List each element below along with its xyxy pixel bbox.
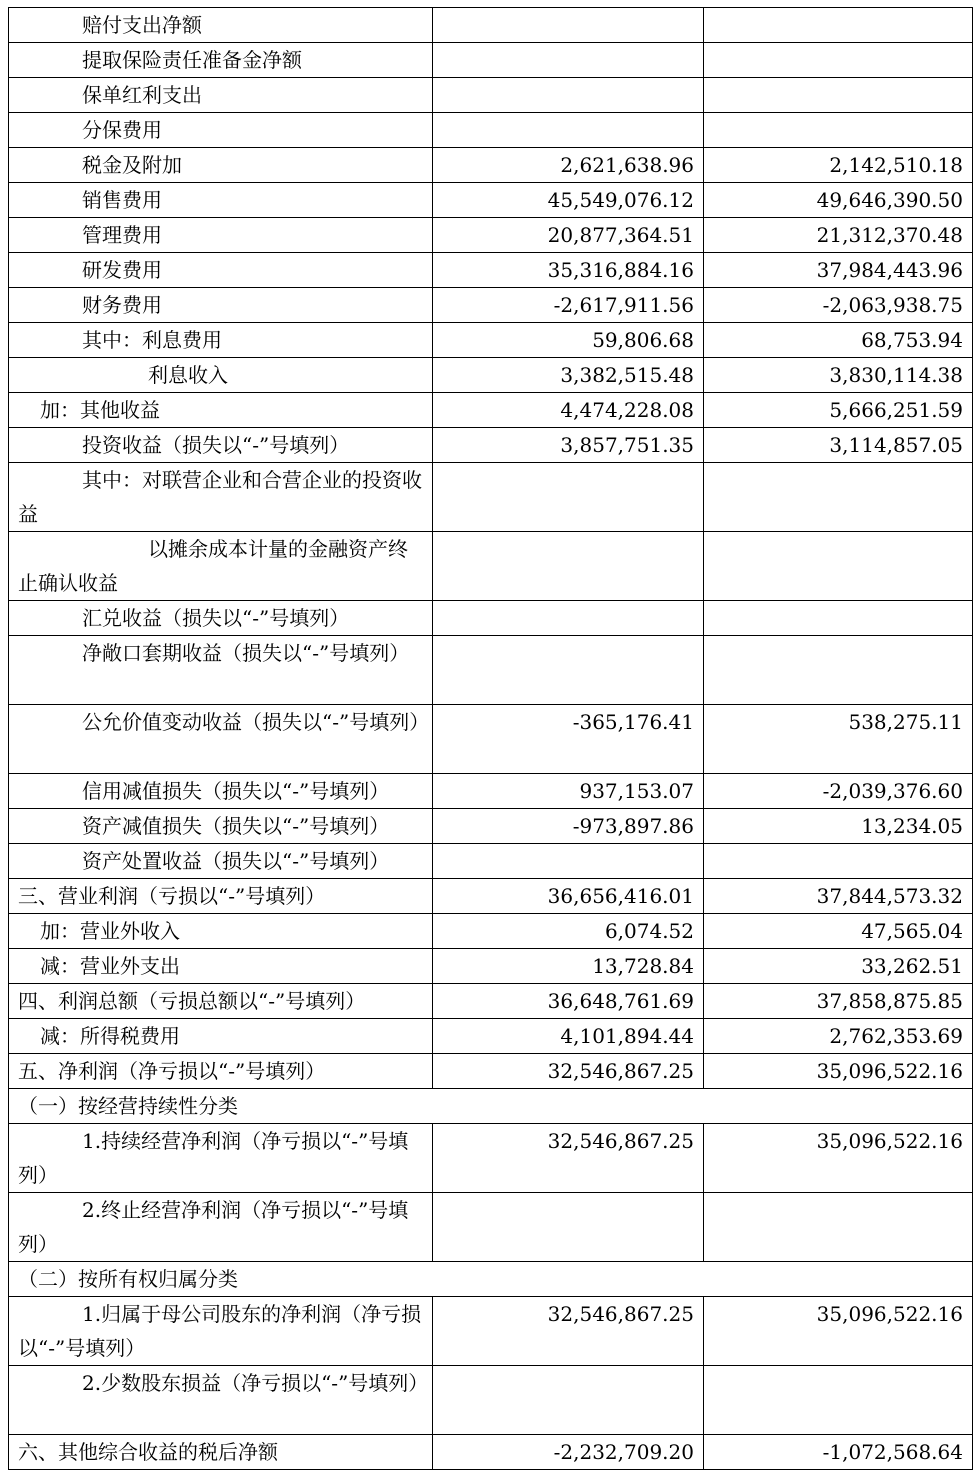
previous-period-value: 47,565.04 bbox=[704, 914, 973, 949]
row-label: 财务费用 bbox=[9, 288, 433, 323]
table-row bbox=[9, 1297, 973, 1366]
previous-period-value bbox=[704, 1366, 973, 1435]
previous-period-value: 49,646,390.50 bbox=[704, 183, 973, 218]
table-row bbox=[9, 253, 973, 288]
row-label: 减：营业外支出 bbox=[9, 949, 433, 984]
previous-period-value bbox=[704, 463, 973, 532]
current-period-value bbox=[433, 844, 704, 879]
row-label: 加：其他收益 bbox=[9, 393, 433, 428]
table-row bbox=[9, 1435, 973, 1470]
row-label: 管理费用 bbox=[9, 218, 433, 253]
previous-period-value: 21,312,370.48 bbox=[704, 218, 973, 253]
table-row bbox=[9, 532, 973, 601]
current-period-value bbox=[433, 8, 704, 43]
current-period-value bbox=[433, 532, 704, 601]
previous-period-value bbox=[704, 78, 973, 113]
row-label: 2.终止经营净利润（净亏损以“-”号填列） bbox=[9, 1193, 433, 1262]
current-period-value bbox=[433, 78, 704, 113]
table-row bbox=[9, 183, 973, 218]
table-row bbox=[9, 705, 973, 774]
current-period-value: 35,316,884.16 bbox=[433, 253, 704, 288]
current-period-value bbox=[433, 1193, 704, 1262]
current-period-value bbox=[433, 636, 704, 705]
row-label: 三、营业利润（亏损以“-”号填列） bbox=[9, 879, 433, 914]
previous-period-value: 68,753.94 bbox=[704, 323, 973, 358]
previous-period-value bbox=[704, 844, 973, 879]
previous-period-value: 35,096,522.16 bbox=[704, 1297, 973, 1366]
row-label: 汇兑收益（损失以“-”号填列） bbox=[9, 601, 433, 636]
row-label: 研发费用 bbox=[9, 253, 433, 288]
row-label: 销售费用 bbox=[9, 183, 433, 218]
table-row bbox=[9, 601, 973, 636]
row-label: 公允价值变动收益（损失以“-”号填列） bbox=[9, 705, 433, 774]
table-row bbox=[9, 148, 973, 183]
table-row bbox=[9, 113, 973, 148]
row-label: 2.少数股东损益（净亏损以“-”号填列） bbox=[9, 1366, 433, 1435]
previous-period-value: 37,858,875.85 bbox=[704, 984, 973, 1019]
current-period-value: 6,074.52 bbox=[433, 914, 704, 949]
current-period-value: -365,176.41 bbox=[433, 705, 704, 774]
table-row bbox=[9, 809, 973, 844]
previous-period-value: -1,072,568.64 bbox=[704, 1435, 973, 1470]
current-period-value: 36,648,761.69 bbox=[433, 984, 704, 1019]
current-period-value: -2,617,911.56 bbox=[433, 288, 704, 323]
current-period-value: 32,546,867.25 bbox=[433, 1054, 704, 1089]
previous-period-value bbox=[704, 601, 973, 636]
row-label: 其中：对联营企业和合营企业的投资收益 bbox=[9, 463, 433, 532]
previous-period-value bbox=[704, 43, 973, 78]
current-period-value: 2,621,638.96 bbox=[433, 148, 704, 183]
table-row bbox=[9, 844, 973, 879]
row-label: 四、利润总额（亏损总额以“-”号填列） bbox=[9, 984, 433, 1019]
current-period-value: 32,546,867.25 bbox=[433, 1297, 704, 1366]
previous-period-value: 35,096,522.16 bbox=[704, 1054, 973, 1089]
previous-period-value: 37,844,573.32 bbox=[704, 879, 973, 914]
table-row bbox=[9, 8, 973, 43]
row-label: 税金及附加 bbox=[9, 148, 433, 183]
row-label: 赔付支出净额 bbox=[9, 8, 433, 43]
previous-period-value: 538,275.11 bbox=[704, 705, 973, 774]
table-row bbox=[9, 1262, 973, 1297]
current-period-value: 13,728.84 bbox=[433, 949, 704, 984]
row-label: 五、净利润（净亏损以“-”号填列） bbox=[9, 1054, 433, 1089]
table-row bbox=[9, 463, 973, 532]
row-label: 分保费用 bbox=[9, 113, 433, 148]
previous-period-value: -2,039,376.60 bbox=[704, 774, 973, 809]
row-label: 1.归属于母公司股东的净利润（净亏损以“-”号填列） bbox=[9, 1297, 433, 1366]
table-row bbox=[9, 288, 973, 323]
previous-period-value: 3,830,114.38 bbox=[704, 358, 973, 393]
row-label: 投资收益（损失以“-”号填列） bbox=[9, 428, 433, 463]
table-row bbox=[9, 78, 973, 113]
table-row bbox=[9, 1054, 973, 1089]
previous-period-value: 5,666,251.59 bbox=[704, 393, 973, 428]
row-label: （一）按经营持续性分类 bbox=[9, 1089, 973, 1124]
income-statement-body bbox=[9, 8, 973, 1470]
current-period-value: 4,474,228.08 bbox=[433, 393, 704, 428]
previous-period-value bbox=[704, 113, 973, 148]
current-period-value: 36,656,416.01 bbox=[433, 879, 704, 914]
row-label: 资产减值损失（损失以“-”号填列） bbox=[9, 809, 433, 844]
table-row bbox=[9, 1124, 973, 1193]
table-row bbox=[9, 1366, 973, 1435]
table-row bbox=[9, 428, 973, 463]
previous-period-value: 13,234.05 bbox=[704, 809, 973, 844]
previous-period-value: 2,142,510.18 bbox=[704, 148, 973, 183]
current-period-value bbox=[433, 43, 704, 78]
table-row bbox=[9, 43, 973, 78]
previous-period-value: 37,984,443.96 bbox=[704, 253, 973, 288]
income-statement-table bbox=[8, 7, 973, 1470]
previous-period-value bbox=[704, 532, 973, 601]
row-label: 保单红利支出 bbox=[9, 78, 433, 113]
current-period-value: -973,897.86 bbox=[433, 809, 704, 844]
row-label: （二）按所有权归属分类 bbox=[9, 1262, 973, 1297]
current-period-value bbox=[433, 601, 704, 636]
current-period-value: 937,153.07 bbox=[433, 774, 704, 809]
current-period-value: 45,549,076.12 bbox=[433, 183, 704, 218]
previous-period-value: -2,063,938.75 bbox=[704, 288, 973, 323]
table-row bbox=[9, 879, 973, 914]
table-row bbox=[9, 1089, 973, 1124]
table-row bbox=[9, 1193, 973, 1262]
current-period-value: 32,546,867.25 bbox=[433, 1124, 704, 1193]
row-label: 利息收入 bbox=[9, 358, 433, 393]
row-label: 其中：利息费用 bbox=[9, 323, 433, 358]
row-label: 六、其他综合收益的税后净额 bbox=[9, 1435, 433, 1470]
row-label: 资产处置收益（损失以“-”号填列） bbox=[9, 844, 433, 879]
table-row bbox=[9, 774, 973, 809]
row-label: 减：所得税费用 bbox=[9, 1019, 433, 1054]
current-period-value: -2,232,709.20 bbox=[433, 1435, 704, 1470]
current-period-value: 59,806.68 bbox=[433, 323, 704, 358]
table-row bbox=[9, 1019, 973, 1054]
table-row bbox=[9, 393, 973, 428]
table-row bbox=[9, 358, 973, 393]
current-period-value bbox=[433, 1366, 704, 1435]
row-label: 提取保险责任准备金净额 bbox=[9, 43, 433, 78]
current-period-value bbox=[433, 463, 704, 532]
previous-period-value bbox=[704, 8, 973, 43]
current-period-value: 3,382,515.48 bbox=[433, 358, 704, 393]
row-label: 加：营业外收入 bbox=[9, 914, 433, 949]
table-row bbox=[9, 218, 973, 253]
row-label: 净敞口套期收益（损失以“-”号填列） bbox=[9, 636, 433, 705]
previous-period-value bbox=[704, 636, 973, 705]
current-period-value: 3,857,751.35 bbox=[433, 428, 704, 463]
table-row bbox=[9, 323, 973, 358]
table-row bbox=[9, 984, 973, 1019]
current-period-value: 20,877,364.51 bbox=[433, 218, 704, 253]
previous-period-value: 35,096,522.16 bbox=[704, 1124, 973, 1193]
row-label: 信用减值损失（损失以“-”号填列） bbox=[9, 774, 433, 809]
row-label: 1.持续经营净利润（净亏损以“-”号填列） bbox=[9, 1124, 433, 1193]
previous-period-value bbox=[704, 1193, 973, 1262]
table-row bbox=[9, 636, 973, 705]
previous-period-value: 2,762,353.69 bbox=[704, 1019, 973, 1054]
table-row bbox=[9, 949, 973, 984]
previous-period-value: 33,262.51 bbox=[704, 949, 973, 984]
current-period-value: 4,101,894.44 bbox=[433, 1019, 704, 1054]
table-row bbox=[9, 914, 973, 949]
previous-period-value: 3,114,857.05 bbox=[704, 428, 973, 463]
current-period-value bbox=[433, 113, 704, 148]
row-label: 以摊余成本计量的金融资产终止确认收益 bbox=[9, 532, 433, 601]
